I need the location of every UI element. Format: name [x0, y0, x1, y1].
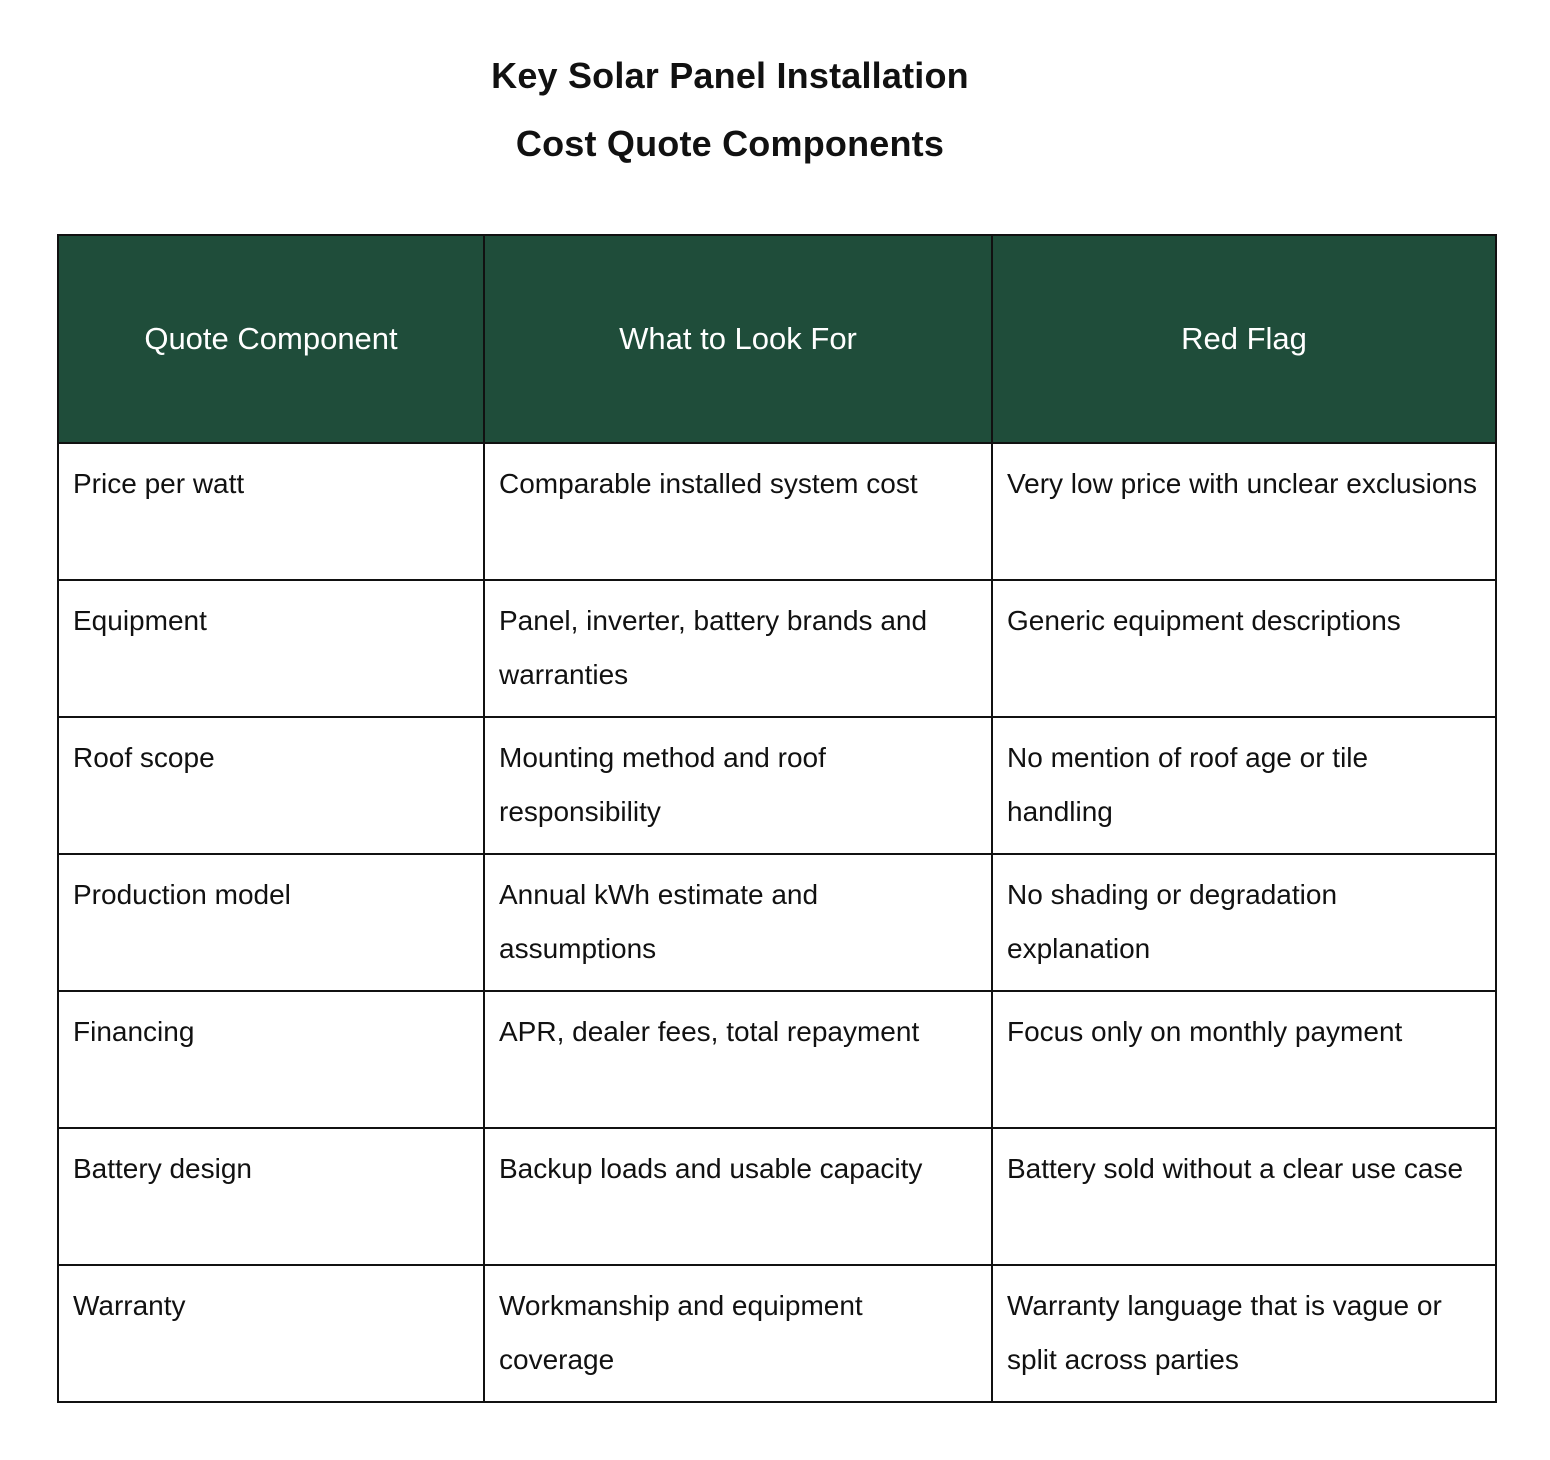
cell-component: Equipment: [58, 580, 484, 717]
title-line-1: Key Solar Panel Installation: [491, 55, 969, 96]
table-row: [58, 580, 1496, 717]
cell-red-flag: No shading or degradation explanation: [992, 854, 1496, 991]
header-red-flag: Red Flag: [992, 235, 1496, 443]
cell-red-flag: Battery sold without a clear use case: [992, 1128, 1496, 1265]
cell-red-flag: Focus only on monthly payment: [992, 991, 1496, 1128]
cell-red-flag: Generic equipment descriptions: [992, 580, 1496, 717]
table-row: [58, 991, 1496, 1128]
cell-look-for: Workmanship and equipment coverage: [484, 1265, 992, 1402]
cell-component: Price per watt: [58, 443, 484, 580]
cell-look-for: Backup loads and usable capacity: [484, 1128, 992, 1265]
table-row: [58, 854, 1496, 991]
quote-components-table: [57, 234, 1497, 1403]
cell-component: Production model: [58, 854, 484, 991]
header-quote-component: Quote Component: [58, 235, 484, 443]
title-line-2: Cost Quote Components: [515, 123, 945, 164]
cell-red-flag: Warranty language that is vague or split across parties: [992, 1265, 1496, 1402]
cell-look-for: Mounting method and roof responsibility: [484, 717, 992, 854]
page-title: [0, 42, 1460, 178]
table-row: [58, 1128, 1496, 1265]
cell-red-flag: Very low price with unclear exclusions: [992, 443, 1496, 580]
cell-red-flag: No mention of roof age or tile handling: [992, 717, 1496, 854]
cell-component: Battery design: [58, 1128, 484, 1265]
cell-look-for: APR, dealer fees, total repayment: [484, 991, 992, 1128]
cell-component: Roof scope: [58, 717, 484, 854]
cell-component: Warranty: [58, 1265, 484, 1402]
header-what-to-look-for: What to Look For: [484, 235, 992, 443]
table-row: [58, 717, 1496, 854]
cell-look-for: Comparable installed system cost: [484, 443, 992, 580]
cell-component: Financing: [58, 991, 484, 1128]
table-header-row: [58, 235, 1496, 443]
table-row: [58, 443, 1496, 580]
cell-look-for: Annual kWh estimate and assumptions: [484, 854, 992, 991]
cell-look-for: Panel, inverter, battery brands and warranties: [484, 580, 992, 717]
table-row: [58, 1265, 1496, 1402]
